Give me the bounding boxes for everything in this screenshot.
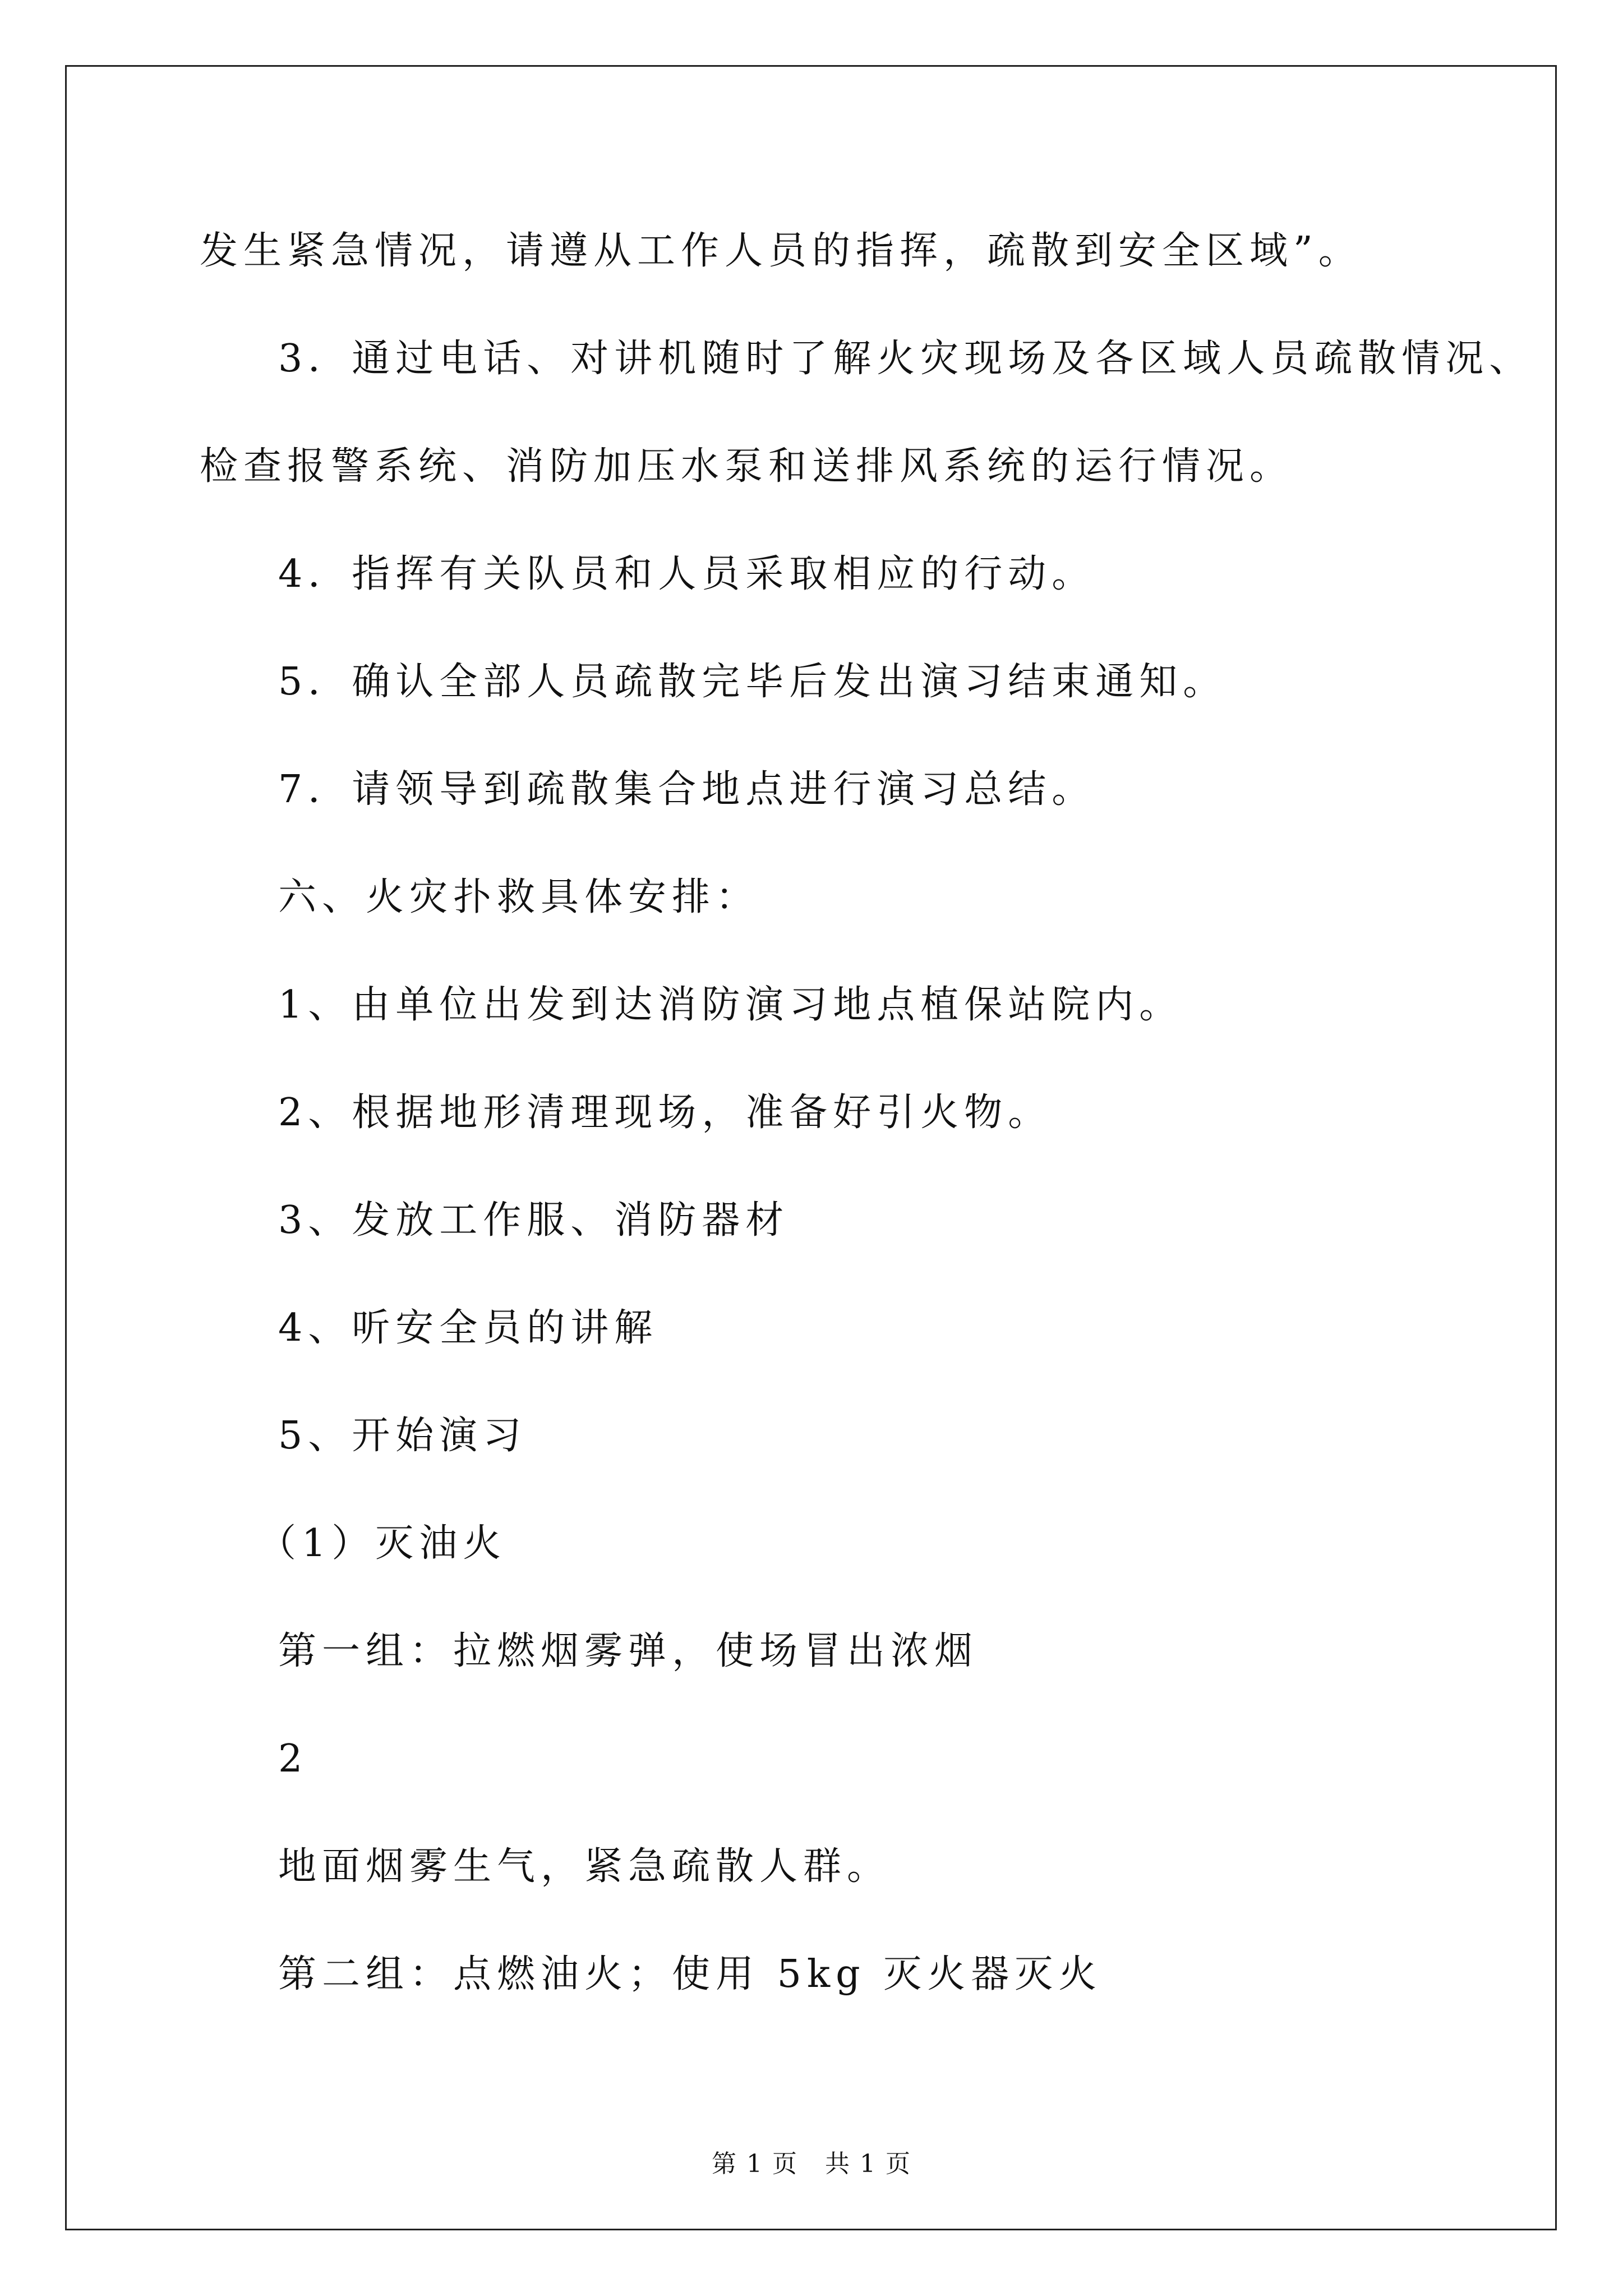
text-line: 2、根据地形清理现场，准备好引火物。 <box>278 1091 1052 1135</box>
text-line: 检查报警系统、消防加压水泵和送排风系统的运行情况。 <box>200 444 1294 489</box>
text-line: 第一组：拉燃烟雾弹，使场冒出浓烟 <box>278 1629 979 1673</box>
text-line: 5、开始演习 <box>278 1414 527 1458</box>
text-line: 1、由单位出发到达消防演习地点植保站院内。 <box>278 983 1183 1027</box>
page-number-footer: 第 1 页 共 1 页 <box>712 2150 911 2178</box>
text-line: 发生紧急情况，请遵从工作人员的指挥，疏散到安全区域”。 <box>200 229 1362 273</box>
text-line: 地面烟雾生气，紧急疏散人群。 <box>278 1844 891 1889</box>
text-line: 5．确认全部人员疏散完毕后发出演习结束通知。 <box>278 660 1227 704</box>
text-line: 第二组：点燃油火；使用 5kg 灭火器灭火 <box>278 1952 1103 1996</box>
text-line: 2 <box>278 1737 308 1781</box>
section-heading: 六、火灾扑救具体安排： <box>278 875 760 919</box>
text-line: 3、发放工作服、消防器材 <box>278 1198 790 1243</box>
text-line: （1）灭油火 <box>258 1521 507 1566</box>
text-line: 3．通过电话、对讲机随时了解火灾现场及各区域人员疏散情况、 <box>278 337 1533 381</box>
text-line: 4、听安全员的讲解 <box>278 1306 658 1350</box>
text-line: 7．请领导到疏散集合地点进行演习总结。 <box>278 767 1096 812</box>
text-line: 4．指挥有关队员和人员采取相应的行动。 <box>278 552 1096 596</box>
page-border <box>65 65 1557 2230</box>
